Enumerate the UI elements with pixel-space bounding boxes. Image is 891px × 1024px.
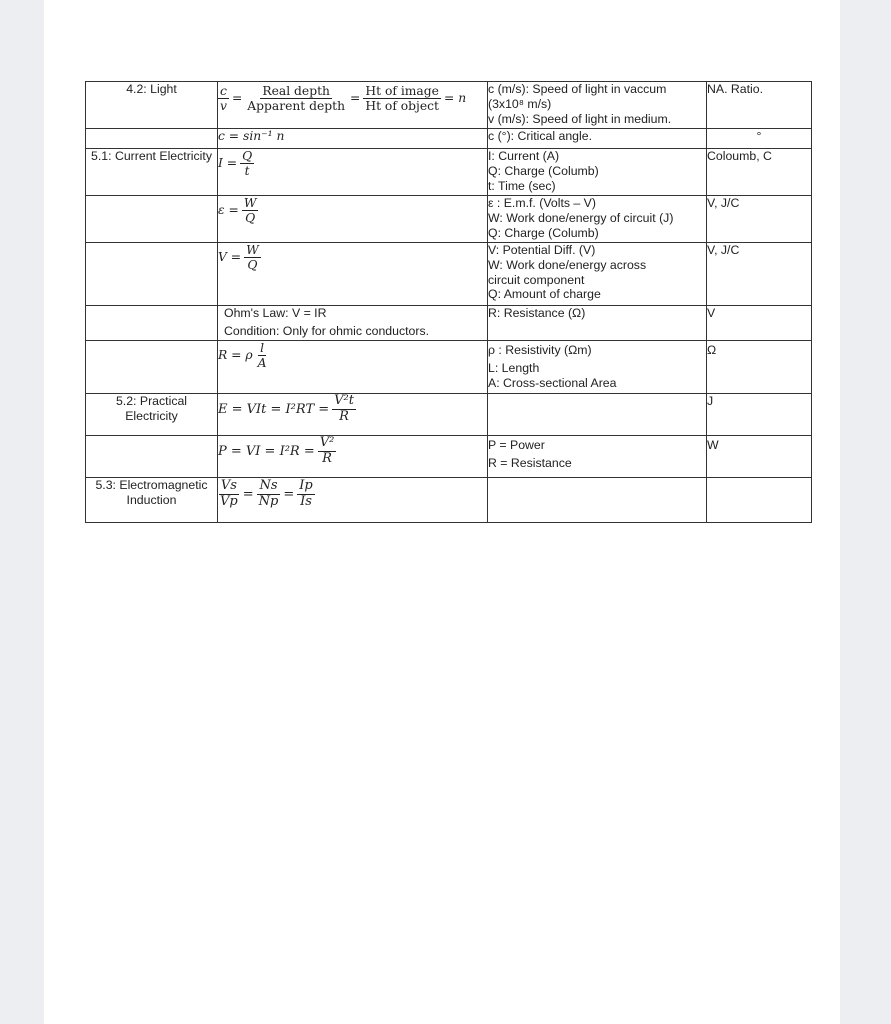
table-row (86, 129, 812, 149)
formula-cell: V = $\frac{W}{Q}$ (218, 243, 488, 306)
table-row (86, 82, 812, 129)
formula-cell: ε = $\frac{W}{Q}$ (218, 196, 488, 243)
table-row (86, 341, 812, 394)
description-cell: c (m/s): Speed of light in vaccum (3x10⁸ m/s) v (m/s): Speed of light in medium. (488, 82, 707, 129)
formula-cell: c = sin⁻¹ n (218, 129, 488, 149)
unit-cell: Ω (707, 341, 812, 394)
table-row (86, 196, 812, 243)
unit-cell: ° (707, 129, 812, 149)
topic-cell (86, 436, 218, 478)
topic-cell: 4.2: Light (86, 82, 218, 129)
unit-cell: V, J/C (707, 243, 812, 306)
formula-cell: I = $\frac{Q}{t}$ (218, 149, 488, 196)
description-cell: ε : E.m.f. (Volts – V) W: Work done/energy of circuit (J) Q: Charge (Columb) (488, 196, 707, 243)
topic-cell (86, 196, 218, 243)
formula-table (85, 81, 812, 523)
topic-cell: 5.3: Electromagnetic Induction (86, 478, 218, 523)
formula-cell: Ohm's Law: V = IR Condition: Only for ohmic conductors. (218, 306, 488, 341)
unit-cell: W (707, 436, 812, 478)
formula-cell: R = ρ $\frac{l}{A}$ (218, 341, 488, 394)
formula-cell: P = VI = I²R = $\frac{\text{V²}}{R}$ (218, 436, 488, 478)
unit-cell: V (707, 306, 812, 341)
topic-cell (86, 129, 218, 149)
unit-cell: V, J/C (707, 196, 812, 243)
topic-cell (86, 306, 218, 341)
unit-cell (707, 478, 812, 523)
formula-cell: E = VIt = I²RT = $\frac{\text{V²t}}{R}$ (218, 394, 488, 436)
unit-cell: J (707, 394, 812, 436)
table-row (86, 306, 812, 341)
unit-cell: Coloumb, C (707, 149, 812, 196)
description-cell: V: Potential Diff. (V) W: Work done/energy across circuit component Q: Amount of charge (488, 243, 707, 306)
topic-cell (86, 341, 218, 394)
table-row (86, 436, 812, 478)
description-cell: R: Resistance (Ω) (488, 306, 707, 341)
topic-cell: 5.2: Practical Electricity (86, 394, 218, 436)
table-row (86, 394, 812, 436)
description-cell (488, 478, 707, 523)
topic-cell: 5.1: Current Electricity (86, 149, 218, 196)
table-row (86, 243, 812, 306)
description-cell: P = Power R = Resistance (488, 436, 707, 478)
formula-cell: $\frac{Vs}{Vp}$ = $\frac{Ns}{Np}$ = $\frac{Ip}{Is}$ (218, 478, 488, 523)
description-cell: I: Current (A) Q: Charge (Columb) t: Time (sec) (488, 149, 707, 196)
unit-cell: NA. Ratio. (707, 82, 812, 129)
topic-cell (86, 243, 218, 306)
table-row (86, 478, 812, 523)
description-cell: ρ : Resistivity (Ωm) L: Length A: Cross-sectional Area (488, 341, 707, 394)
table-row (86, 149, 812, 196)
description-cell: c (°): Critical angle. (488, 129, 707, 149)
description-cell (488, 394, 707, 436)
document-page (44, 0, 840, 1024)
formula-cell: $\frac{c}{v}$ = $\frac{\text{Real depth}}{\text{Apparent depth}}$ = $\frac{\text{Ht of image}}{\text{Ht of object}}$ = n (218, 82, 488, 129)
